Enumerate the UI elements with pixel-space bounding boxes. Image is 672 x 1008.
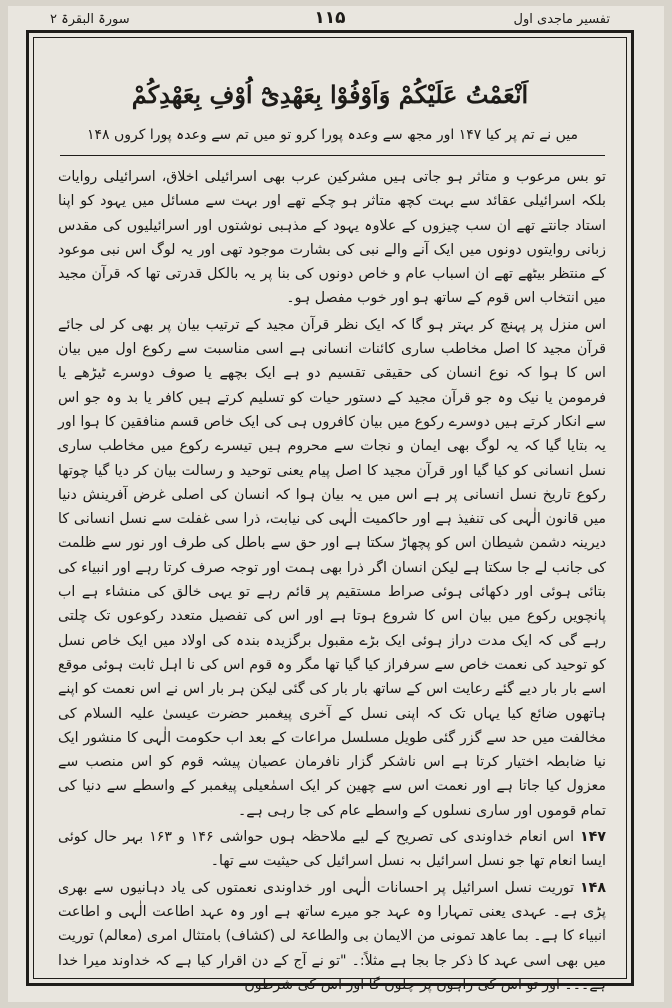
running-title: تفسیر ماجدی اول: [513, 12, 610, 27]
footnote-text: توریت نسل اسرائیل پر احسانات الٰہی اور خداوندی نعمتوں کی یاد دہانیوں سے بھری پڑی ہے۔ عہدی یعنی تمہارا وہ عہد جو میرے ساتھ ہے اور وہ عہد اطاعت الٰہی و اطاعت انبیاء کا ہے۔ بما عاھد تمونی من الایمان بی والطاعۃ لی (کشاف) بامتثال امری (معالم) توریت میں بھی اسی عہد کا ذکر جا بجا ہے مثلاً:۔ "تو نے آج کے دن اقرار کیا ہے کہ خداوند میرا خدا ہے۔۔۔ اور تو اس کی راہوں پر چلوں گا اور اس کی شرطوں: [58, 879, 606, 993]
commentary-paragraph: اس منزل پر پہنچ کر بہتر ہو گا کہ ایک نظر قرآن مجید کے ترتیب بیان پر بھی کر لی جائے قرآن مجید کا اصل مخاطب ساری کائنات انسانی ہے اسی مناسبت سے رکوع اول میں بیان اس کا ہوا کہ نوع انسان کی حقیقی تقسیم دو ہے ایک بچھے یا صوف دوسرے ٹیڑھے یا فرمومن یا نیک وہ جو قرآن مجید کے دستور حیات کو تسلیم کرتے ہیں کافر یا بد وہ جو اس سے انکار کرتے ہیں دوسرے رکوع میں بیان کافروں ہی کی ایک خاص قسم منافقین کا ہوا اور یہ بتایا گیا کہ یہ لوگ بھی ایمان و نجات سے محروم ہیں تیسرے رکوع میں مخاطب ساری نسل انسانی کو کیا گیا اور قرآن مجید کا اصل پیام یعنی توحید و رسالت بیان کر دیا گیا چوتھا رکوع تاریخ نسل انسانی پر ہے اس میں یہ بیان ہوا کہ انسان کی اصلی غرض آفرینش دنیا میں قانون الٰہی کی تنفیذ ہے اور حاکمیت الٰہی کی نیابت، ذرا سی غفلت سے نسل انسانی کا دیرینہ دشمن شیطان اس کو پچھاڑ سکتا ہے اور حق سے باطل کی طرف اور نور سے ظلمت کی جانب لے جا سکتا ہے لیکن انسان اگر ذرا بھی ہمت اور توجہ صرف کرتا رہے اور انبیاء کی بتائی ہوئی اور دکھائی ہوئی صراط مستقیم پر قائم رہے تو یہی خالق کی منشاء ہے اب پانچویں رکوع میں بیان اس کا شروع ہوتا ہے اور اس کی تفصیل متعدد رکوعوں تک چلتی رہے گی کہ ایک مدت دراز ہوئی ایک بڑے مقبول برگزیدہ بندہ کی اولاد میں ایک خاص نسل کو توحید کی نعمت خاص سے سرفراز کیا گیا تھا مگر وہ قوم اس کی نا اہل ثابت ہوئی موقع اسے بار بار دیے گئے رعایت اس کے ساتھ بار بار کی گئی لیکن ہر بار اس نے اس نعمت کو اپنے ہاتھوں ضائع کیا یہاں تک کہ اپنی نسل کے آخری پیغمبر حضرت عیسیٰ علیہ السلام کی مخالفت میں حد سے گزر گئی طویل مسلسل مراعات کے بعد اب حکومت الٰہی کا منشور ایک نیا ضابطہ اختیار کرتا ہے اس ناشکر گزار نافرمان عصیان پیشہ قوم کو اس منصب سے معزول کیا جاتا ہے اور نعمت اس سے چھین کر ایک اسمٰعیلی پیغمبر کے واسطے سے دنیا کی تمام قوموں اور ساری نسلوں کے واسطے عام کی جا رہی ہے۔: [58, 316, 606, 819]
page-number: ۱۱۵: [314, 8, 346, 28]
footnote-number: ۱۴۸: [580, 879, 606, 896]
commentary-paragraph: تو بس مرعوب و متاثر ہو جاتی ہیں مشرکین عرب بھی اسرائیلی اخلاق، اسرائیلی روایات بلکہ اسرائیلی عقائد سے بہت کچھ متاثر ہو چکے تھے اور بہت سے مسائل میں یہود کو اپنا استاد جانتے تھے ان سب چیزوں کے علاوہ یہود کے مذہبی نوشتوں اور اسرائیلیوں کی مقدس زبانی روایتوں دونوں میں ایک آنے والے نبی کی بشارت موجود تھی اور یہ لوگ اس نبی موعود کے منتظر بیٹھے تھے ان اسباب عام و خاص دونوں کی بنا پر یہ بالکل قدرتی تھا کہ قرآن مجید میں انتخاب اس قوم کے ساتھ ہو اور خوب مفصل ہو۔: [58, 169, 606, 307]
surah-label: سورۃ البقرۃ ۲: [50, 12, 130, 27]
footnote-text: اس انعام خداوندی کی تصریح کے لیے ملاحظہ ہوں حواشی ۱۴۶ و ۱۶۳ بہر حال کوئی ایسا انعام تھا جو نسل اسرائیل بہ نسل اسرائیل کی حیثیت سے تھا۔: [58, 829, 606, 870]
footnote: [58, 876, 606, 997]
footnote-number: ۱۴۷: [580, 829, 606, 846]
verse-translation: میں نے تم پر کیا ۱۴۷ اور مجھ سے وعدہ پورا کرو تو میں تم سے وعدہ پورا کروں ۱۴۸: [60, 127, 605, 156]
commentary-body: [58, 165, 606, 993]
quran-verse: اَنْعَمْتُ عَلَیْکُمْ وَاَوْفُوْا بِعَھْدِیْٓ اُوْفِ بِعَھْدِکُمْ: [131, 80, 529, 109]
footnote: [58, 825, 606, 874]
